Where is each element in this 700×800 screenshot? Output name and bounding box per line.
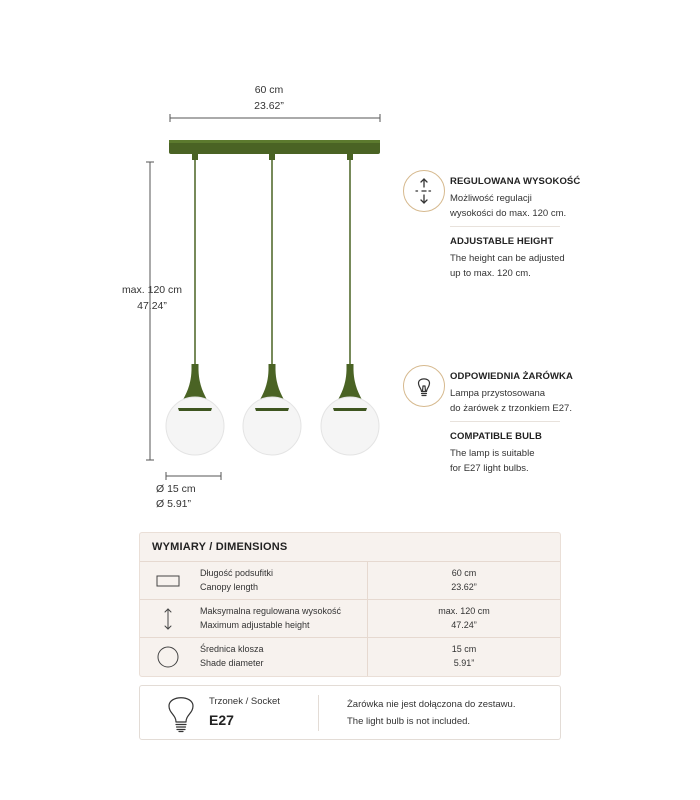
dimensions-table-title: WYMIARY / DIMENSIONS — [152, 541, 288, 553]
feature-title-pl: ODPOWIEDNIA ŻARÓWKA — [450, 371, 573, 382]
row-label: Średnica klosza Shade diameter — [200, 644, 264, 668]
adjustable-height-glyph — [404, 171, 444, 211]
feature-divider — [450, 421, 560, 422]
row-value: 15 cm 5.91” — [451, 644, 477, 668]
height-dimension-line — [146, 162, 154, 460]
width-dimension-line — [170, 114, 380, 122]
canopy-highlight — [169, 140, 380, 143]
light-bulb-glyph — [404, 366, 444, 406]
width-in: 23.62” — [254, 100, 284, 112]
shade-cm: Ø 15 cm — [156, 483, 196, 495]
feature-title-en: COMPATIBLE BULB — [450, 431, 542, 442]
socket-label: Trzonek / Socket — [209, 696, 280, 707]
row-label: Maksymalna regulowana wysokość Maximum adjustable height — [200, 606, 342, 630]
feature-body-pl: Możliwość regulacji wysokości do max. 120 cm. — [450, 193, 567, 219]
light-bulb-icon — [403, 365, 445, 407]
table-row — [140, 599, 560, 638]
socket-value: E27 — [209, 712, 234, 728]
adjustable-height-icon — [403, 170, 445, 212]
bulb-not-included-note: Żarówka nie jest dołączona do zestawu. The light bulb is not included. — [347, 699, 516, 727]
row-value: 60 cm 23.62” — [451, 568, 477, 592]
feature-divider — [450, 226, 560, 227]
dimensions-table — [139, 532, 561, 677]
vertical-arrow-icon — [156, 607, 180, 631]
feature-body-pl: Lampa przystosowana do żarówek z trzonkiem E27. — [450, 388, 572, 414]
light-bulb-icon — [164, 691, 198, 735]
feature-title-pl: REGULOWANA WYSOKOŚĆ — [450, 176, 581, 187]
feature-body-en: The height can be adjusted up to max. 120 cm. — [450, 253, 565, 279]
rectangle-icon — [156, 569, 180, 593]
feature-title-en: ADJUSTABLE HEIGHT — [450, 236, 554, 247]
table-row — [140, 637, 560, 676]
height-in: 47.24” — [137, 300, 167, 312]
shade-dimension-line — [166, 472, 221, 480]
pendant-lamp-right — [321, 154, 379, 455]
row-value: max. 120 cm 47.24” — [438, 606, 490, 630]
width-cm: 60 cm — [254, 84, 284, 96]
row-label: Długość podsufitki Canopy length — [200, 568, 274, 592]
socket-info-box — [139, 685, 561, 740]
table-row — [140, 561, 560, 600]
circle-icon — [156, 645, 180, 669]
feature-body-en: The lamp is suitable for E27 light bulbs. — [450, 448, 535, 474]
socket-divider — [318, 695, 319, 731]
height-cm: max. 120 cm — [121, 284, 183, 296]
shade-in: Ø 5.91” — [156, 498, 192, 510]
pendant-lamp-left — [166, 154, 224, 455]
pendant-lamp-center — [243, 154, 301, 455]
